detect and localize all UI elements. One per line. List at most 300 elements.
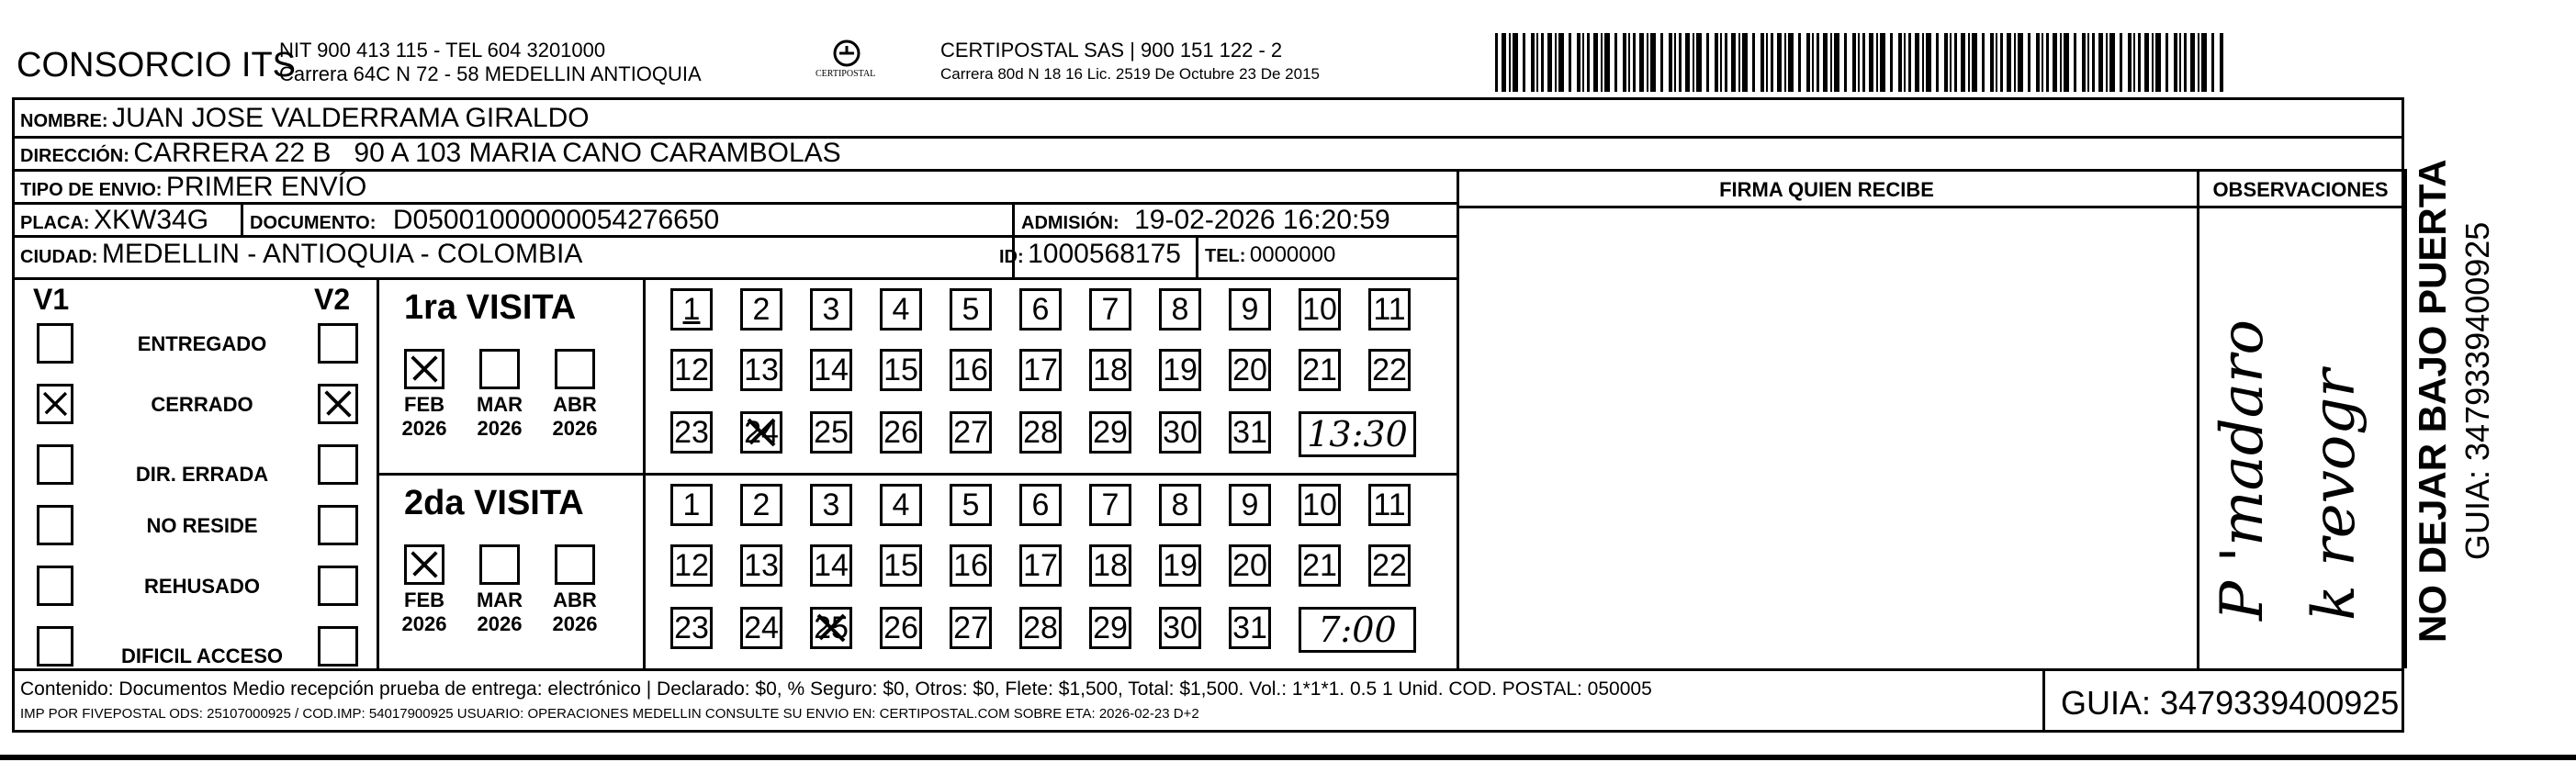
visit-title: 2da VISITA xyxy=(404,484,584,522)
day-cell xyxy=(1368,484,1411,526)
city-field xyxy=(20,241,582,268)
barcode-bar xyxy=(2152,33,2154,92)
month-checkbox xyxy=(479,349,520,389)
day-number: 2 xyxy=(752,487,771,522)
barcode-bar xyxy=(1558,33,1564,92)
day-number: 7 xyxy=(1101,487,1119,522)
barcode-bar xyxy=(1990,33,1994,92)
id-field xyxy=(999,241,1181,268)
barcode-bar xyxy=(2201,33,2207,92)
company-address: Carrera 64C N 72 - 58 MEDELLIN ANTIOQUIA xyxy=(279,62,702,85)
shipment-label: TIPO DE ENVIO: xyxy=(20,180,163,200)
barcode-bar xyxy=(1495,33,1498,92)
day-number: 16 xyxy=(953,547,988,583)
barcode-bar xyxy=(2046,33,2049,92)
year-label: 2026 xyxy=(552,612,598,635)
day-cell xyxy=(880,349,922,391)
day-number: 8 xyxy=(1171,291,1189,327)
footer-guide: GUIA: 3479339400925 xyxy=(2061,684,2400,722)
v1-checkbox xyxy=(37,626,73,667)
day-number: 18 xyxy=(1093,547,1128,583)
barcode-bar xyxy=(1582,33,1584,92)
barcode-bar xyxy=(1536,33,1538,92)
barcode-bar xyxy=(1715,33,1718,92)
address-label: DIRECCIÓN: xyxy=(20,146,129,166)
barcode-bar xyxy=(2064,33,2069,92)
year-label: 2026 xyxy=(477,612,523,635)
day-cell xyxy=(1019,607,1062,649)
document-label: DOCUMENTO: xyxy=(250,213,377,233)
day-cell xyxy=(740,288,782,331)
barcode-bar xyxy=(1633,33,1636,92)
barcode-bar xyxy=(1593,33,1598,92)
day-number: 8 xyxy=(1171,487,1189,522)
month-checkbox xyxy=(555,544,595,585)
barcode-bar xyxy=(1685,33,1690,92)
shipment-row xyxy=(20,174,366,201)
barcode-bar xyxy=(2098,33,2103,92)
status-label: CERRADO xyxy=(151,393,253,416)
v2-checkbox xyxy=(318,444,358,485)
day-number: 4 xyxy=(892,291,910,327)
plate-label: PLACA: xyxy=(20,213,90,233)
courier-license: Carrera 80d N 18 16 Lic. 2519 De Octubre 23 De 2015 xyxy=(940,65,1320,83)
barcode-bar xyxy=(1898,33,1902,92)
day-cell xyxy=(1159,288,1201,331)
admission-label: ADMISIÓN: xyxy=(1021,213,1119,233)
barcode-bar xyxy=(1788,33,1794,92)
v1-checkbox xyxy=(37,566,73,606)
year-label: 2026 xyxy=(477,417,523,440)
v2-checkbox xyxy=(318,384,358,424)
day-number: 16 xyxy=(953,352,988,387)
barcode-bar xyxy=(2087,33,2089,92)
barcode-bar xyxy=(1679,33,1682,92)
day-number: 19 xyxy=(1163,352,1198,387)
v1-checkbox xyxy=(37,444,73,485)
time-cell xyxy=(1299,411,1416,457)
status-label: DIFICIL ACCESO xyxy=(120,644,283,667)
day-cell xyxy=(1159,607,1201,649)
barcode-bar xyxy=(2190,33,2195,92)
certipostal-logo xyxy=(808,37,918,92)
barcode-bar xyxy=(1869,33,1873,92)
day-cell xyxy=(1368,349,1411,391)
barcode-bar xyxy=(1844,33,1847,92)
barcode-bar xyxy=(2007,33,2011,92)
day-number: 26 xyxy=(883,414,918,450)
v1-checkbox xyxy=(37,505,73,545)
barcode-bar xyxy=(2174,33,2177,92)
status-label: DIR. ERRADA xyxy=(135,463,269,486)
barcode-bar xyxy=(1784,33,1786,92)
day-number: 29 xyxy=(1093,414,1128,450)
barcode-bar xyxy=(2179,33,2181,92)
day-cell xyxy=(880,484,922,526)
barcode-bar xyxy=(2053,33,2057,92)
v2-checkbox xyxy=(318,323,358,364)
day-number: 20 xyxy=(1232,352,1267,387)
day-number: 3 xyxy=(822,487,840,522)
day-number: 20 xyxy=(1232,547,1267,583)
barcode-bar xyxy=(1862,33,1865,92)
name-label: NOMBRE: xyxy=(20,111,108,131)
day-cell xyxy=(1089,544,1131,587)
barcode-bar xyxy=(2014,33,2016,92)
day-number: 13 xyxy=(744,352,779,387)
barcode-bar xyxy=(1766,33,1768,92)
address-row xyxy=(20,140,841,167)
barcode-bar xyxy=(1812,33,1814,92)
barcode-bar xyxy=(1569,33,1571,92)
day-number: 12 xyxy=(674,352,709,387)
day-number: 25 xyxy=(814,414,849,450)
barcode-bar xyxy=(2018,33,2023,92)
barcode-bar xyxy=(1890,33,1893,92)
day-cell xyxy=(810,349,852,391)
barcode-bar xyxy=(1908,33,1911,92)
barcode-bar xyxy=(2106,33,2108,92)
name-row xyxy=(20,105,590,132)
barcode-bar xyxy=(1961,33,1965,92)
day-cell xyxy=(740,411,782,454)
day-cell xyxy=(1159,411,1201,454)
day-cell xyxy=(1019,411,1062,454)
day-cell xyxy=(1299,349,1341,391)
id-label: ID: xyxy=(999,247,1024,267)
barcode-bar xyxy=(1996,33,1997,92)
barcode-bar xyxy=(2165,33,2168,92)
day-cell xyxy=(810,411,852,454)
recipient-name: JUAN JOSE VALDERRAMA GIRALDO xyxy=(112,103,590,133)
day-cell xyxy=(670,411,713,454)
month-label: MAR xyxy=(476,393,523,416)
month-label: FEB xyxy=(404,588,444,611)
barcode-bar xyxy=(1936,33,1939,92)
handwritten-time: 13:30 xyxy=(1307,414,1408,454)
day-number: 2 xyxy=(752,291,771,327)
barcode-bar xyxy=(1858,33,1860,92)
day-number: 12 xyxy=(674,547,709,583)
day-number: 21 xyxy=(1302,352,1337,387)
day-number: 10 xyxy=(1302,291,1337,327)
time-cell xyxy=(1299,607,1416,653)
day-number: 6 xyxy=(1031,487,1050,522)
barcode-bar xyxy=(2036,33,2040,92)
day-number: 6 xyxy=(1031,291,1050,327)
day-cell xyxy=(1019,484,1062,526)
barcode-bar xyxy=(1738,33,1740,92)
barcode-bar xyxy=(1601,33,1603,92)
day-cell xyxy=(1229,349,1271,391)
observations-handwriting xyxy=(2204,217,2399,661)
v2-checkbox xyxy=(318,626,358,667)
status-label: NO RESIDE xyxy=(146,514,258,537)
barcode-bar xyxy=(1696,33,1702,92)
day-cell xyxy=(950,411,992,454)
day-number: 5 xyxy=(962,487,980,522)
footer-print-info: IMP POR FIVEPOSTAL ODS: 25107000925 / COD.IMP: 54017900925 USUARIO: OPERACIONES MEDELLIN CONSULTE SU ENVIO EN: CERTIPOSTAL.COM SOBRE ETA: 2026-02-23 D+2 xyxy=(20,706,1199,722)
barcode-bar xyxy=(2144,33,2149,92)
day-number: 29 xyxy=(1093,610,1128,645)
company-name: CONSORCIO ITS xyxy=(17,46,297,84)
day-cell xyxy=(880,544,922,587)
barcode-bar xyxy=(1604,33,1610,92)
day-cell xyxy=(1159,544,1201,587)
day-cell xyxy=(1229,411,1271,454)
barcode-bar xyxy=(1509,33,1511,92)
day-cell xyxy=(1089,349,1131,391)
barcode-bar xyxy=(1731,33,1736,92)
day-cell xyxy=(950,288,992,331)
day-cell xyxy=(670,607,713,649)
barcode-bar xyxy=(1742,33,1748,92)
barcode-bar xyxy=(1587,33,1590,92)
barcode-bar xyxy=(1806,33,1810,92)
barcode-bar xyxy=(1830,33,1832,92)
day-cell xyxy=(950,484,992,526)
month-label: MAR xyxy=(476,588,523,611)
day-number: 10 xyxy=(1302,487,1337,522)
day-cell xyxy=(1089,607,1131,649)
barcode-bar xyxy=(2042,33,2043,92)
signature-divider xyxy=(1457,169,1459,668)
day-cell xyxy=(950,607,992,649)
day-number: 25 xyxy=(814,610,849,645)
barcode-bar xyxy=(2138,33,2141,92)
day-number: 9 xyxy=(1241,291,1259,327)
handwriting-line: k revogr xyxy=(2300,369,2368,621)
company-nit: NIT 900 413 115 - TEL 604 3201000 xyxy=(279,39,606,62)
barcode-bar xyxy=(1650,33,1656,92)
barcode-bar xyxy=(1614,33,1617,92)
day-number: 24 xyxy=(744,610,779,645)
day-number: 14 xyxy=(814,352,849,387)
day-cell xyxy=(950,349,992,391)
barcode-bar xyxy=(1541,33,1544,92)
day-number: 1 xyxy=(682,487,701,522)
day-number: 13 xyxy=(744,547,779,583)
barcode-bar xyxy=(1647,33,1648,92)
status-label: ENTREGADO xyxy=(137,332,267,355)
barcode-bar xyxy=(2000,33,2003,92)
plate-field xyxy=(20,207,208,234)
barcode-bar xyxy=(1674,33,1676,92)
admission-field xyxy=(1021,207,1390,234)
logo-caption: CERTIPOSTAL xyxy=(816,69,876,79)
barcode-bar xyxy=(1823,33,1828,92)
recipient-address: CARRERA 22 B 90 A 103 MARIA CANO CARAMBOLAS xyxy=(133,138,841,168)
day-number: 7 xyxy=(1101,291,1119,327)
barcode-bar xyxy=(2028,33,2030,92)
day-cell xyxy=(740,349,782,391)
barcode-bar xyxy=(1693,33,1694,92)
day-cell xyxy=(1229,484,1271,526)
day-number: 28 xyxy=(1023,610,1058,645)
barcode-bar xyxy=(1720,33,1722,92)
barcode-bar xyxy=(1760,33,1764,92)
barcode-bar xyxy=(1531,33,1535,92)
day-number: 23 xyxy=(674,610,709,645)
courier-info: CERTIPOSTAL SAS | 900 151 122 - 2 xyxy=(940,39,1283,62)
v2-checkbox xyxy=(318,505,358,545)
month-checkbox xyxy=(404,544,444,585)
v1-label: V1 xyxy=(33,283,70,316)
barcode-bar xyxy=(1628,33,1630,92)
day-cell xyxy=(1368,544,1411,587)
admission-value: 19-02-2026 16:20:59 xyxy=(1134,205,1390,235)
day-number: 1 xyxy=(682,291,701,327)
day-number: 19 xyxy=(1163,547,1198,583)
day-number: 14 xyxy=(814,547,849,583)
barcode-bar xyxy=(2220,33,2223,92)
day-cell xyxy=(810,484,852,526)
day-number: 27 xyxy=(953,610,988,645)
month-checkbox xyxy=(555,349,595,389)
day-number: 17 xyxy=(1023,352,1058,387)
side-guide-number: GUIA: 3479339400925 xyxy=(2458,221,2496,560)
city-value: MEDELLIN - ANTIOQUIA - COLOMBIA xyxy=(101,239,583,269)
barcode-bar xyxy=(1968,33,1970,92)
barcode-bar xyxy=(1852,33,1856,92)
barcode-bar xyxy=(1706,33,1709,92)
barcode-bar xyxy=(1513,33,1518,92)
day-cell xyxy=(1019,288,1062,331)
visit-divider xyxy=(377,473,1457,476)
day-cell xyxy=(1299,288,1341,331)
barcode-bar xyxy=(1972,33,1977,92)
day-number: 30 xyxy=(1163,610,1198,645)
year-label: 2026 xyxy=(552,417,598,440)
plate-value: XKW34G xyxy=(94,205,209,235)
signature-header: FIRMA QUIEN RECIBE xyxy=(1719,178,1934,201)
barcode-bar xyxy=(2198,33,2199,92)
document-field xyxy=(250,207,719,234)
day-cell xyxy=(1229,607,1271,649)
day-number: 27 xyxy=(953,414,988,450)
day-number: 9 xyxy=(1241,487,1259,522)
day-number: 15 xyxy=(883,547,918,583)
day-number: 26 xyxy=(883,610,918,645)
observations-divider xyxy=(2197,169,2199,668)
day-cell xyxy=(880,607,922,649)
cell-divider xyxy=(241,202,243,235)
barcode-bar xyxy=(1876,33,1878,92)
day-number: 24 xyxy=(744,414,779,450)
barcode-bar xyxy=(1944,33,1948,92)
barcode-bar xyxy=(2128,33,2132,92)
day-number: 15 xyxy=(883,352,918,387)
barcode-bar xyxy=(1915,33,1919,92)
barcode-bar xyxy=(1798,33,1801,92)
month-label: FEB xyxy=(404,393,444,416)
month-label: ABR xyxy=(553,393,597,416)
year-label: 2026 xyxy=(401,417,447,440)
barcode-bar xyxy=(1555,33,1557,92)
day-cell xyxy=(740,484,782,526)
barcode-bar xyxy=(2155,33,2161,92)
month-checkbox xyxy=(479,544,520,585)
day-cell xyxy=(670,544,713,587)
barcode-bar xyxy=(2074,33,2076,92)
day-number: 18 xyxy=(1093,352,1128,387)
row-divider xyxy=(12,235,1457,238)
barcode-bar xyxy=(2211,33,2214,92)
document-value: D05001000000054276650 xyxy=(392,205,720,235)
day-cell xyxy=(670,288,713,331)
footer-contents: Contenido: Documentos Medio recepción prueba de entrega: electrónico | Declarado: $0, % Seguro: $0, Otros: $0, Flete: $1,500, Total: $1,500. Vol.: 1*1*1. 0.5 1 Unid. COD. POSTAL: 050005 xyxy=(20,678,1652,700)
day-cell xyxy=(1019,349,1062,391)
day-number: 3 xyxy=(822,291,840,327)
day-cell xyxy=(950,544,992,587)
shipment-type: PRIMER ENVÍO xyxy=(165,172,367,202)
v2-label: V2 xyxy=(314,283,351,316)
tel-label: TEL: xyxy=(1205,246,1246,266)
barcode-bar xyxy=(1880,33,1885,92)
day-number: 11 xyxy=(1373,487,1406,522)
day-number: 5 xyxy=(962,291,980,327)
day-cell xyxy=(1089,411,1131,454)
day-cell xyxy=(810,544,852,587)
day-number: 21 xyxy=(1302,547,1337,583)
visit-title: 1ra VISITA xyxy=(404,288,577,327)
barcode-bar xyxy=(1982,33,1985,92)
day-number: 28 xyxy=(1023,414,1058,450)
cell-divider xyxy=(1196,235,1198,277)
day-cell xyxy=(1368,288,1411,331)
barcode-bar xyxy=(1904,33,1906,92)
day-cell xyxy=(670,484,713,526)
barcode-bar xyxy=(1547,33,1552,92)
barcode-bar xyxy=(1660,33,1663,92)
day-cell xyxy=(740,607,782,649)
day-cell xyxy=(1229,288,1271,331)
barcode-bar xyxy=(2060,33,2062,92)
day-cell xyxy=(880,411,922,454)
barcode-bar xyxy=(1623,33,1626,92)
day-cell xyxy=(670,349,713,391)
barcode-bar xyxy=(1502,33,1506,92)
v1-checkbox xyxy=(37,323,73,364)
bottom-edge xyxy=(0,755,2576,760)
footer-guide-divider xyxy=(2042,668,2045,733)
side-divider xyxy=(2404,169,2407,668)
barcode xyxy=(1495,33,2224,92)
barcode-bar xyxy=(1523,33,1525,92)
day-cell xyxy=(880,288,922,331)
footer-divider xyxy=(12,668,2404,671)
day-cell xyxy=(1299,484,1341,526)
day-number: 23 xyxy=(674,414,709,450)
barcode-bar xyxy=(1777,33,1782,92)
month-label: ABR xyxy=(553,588,597,611)
month-checkbox xyxy=(404,349,444,389)
barcode-bar xyxy=(1954,33,1957,92)
id-value: 1000568175 xyxy=(1028,239,1181,269)
day-cell xyxy=(1299,544,1341,587)
handwritten-time: 7:00 xyxy=(1318,610,1397,650)
day-cell xyxy=(810,607,852,649)
barcode-bar xyxy=(1669,33,1672,92)
status-label: REHUSADO xyxy=(144,575,260,598)
observations-header: OBSERVACIONES xyxy=(2212,178,2389,201)
barcode-bar xyxy=(1639,33,1644,92)
barcode-bar xyxy=(2082,33,2086,92)
day-cell xyxy=(810,288,852,331)
day-number: 30 xyxy=(1163,414,1198,450)
tel-field xyxy=(1205,244,1335,266)
day-cell xyxy=(1089,288,1131,331)
